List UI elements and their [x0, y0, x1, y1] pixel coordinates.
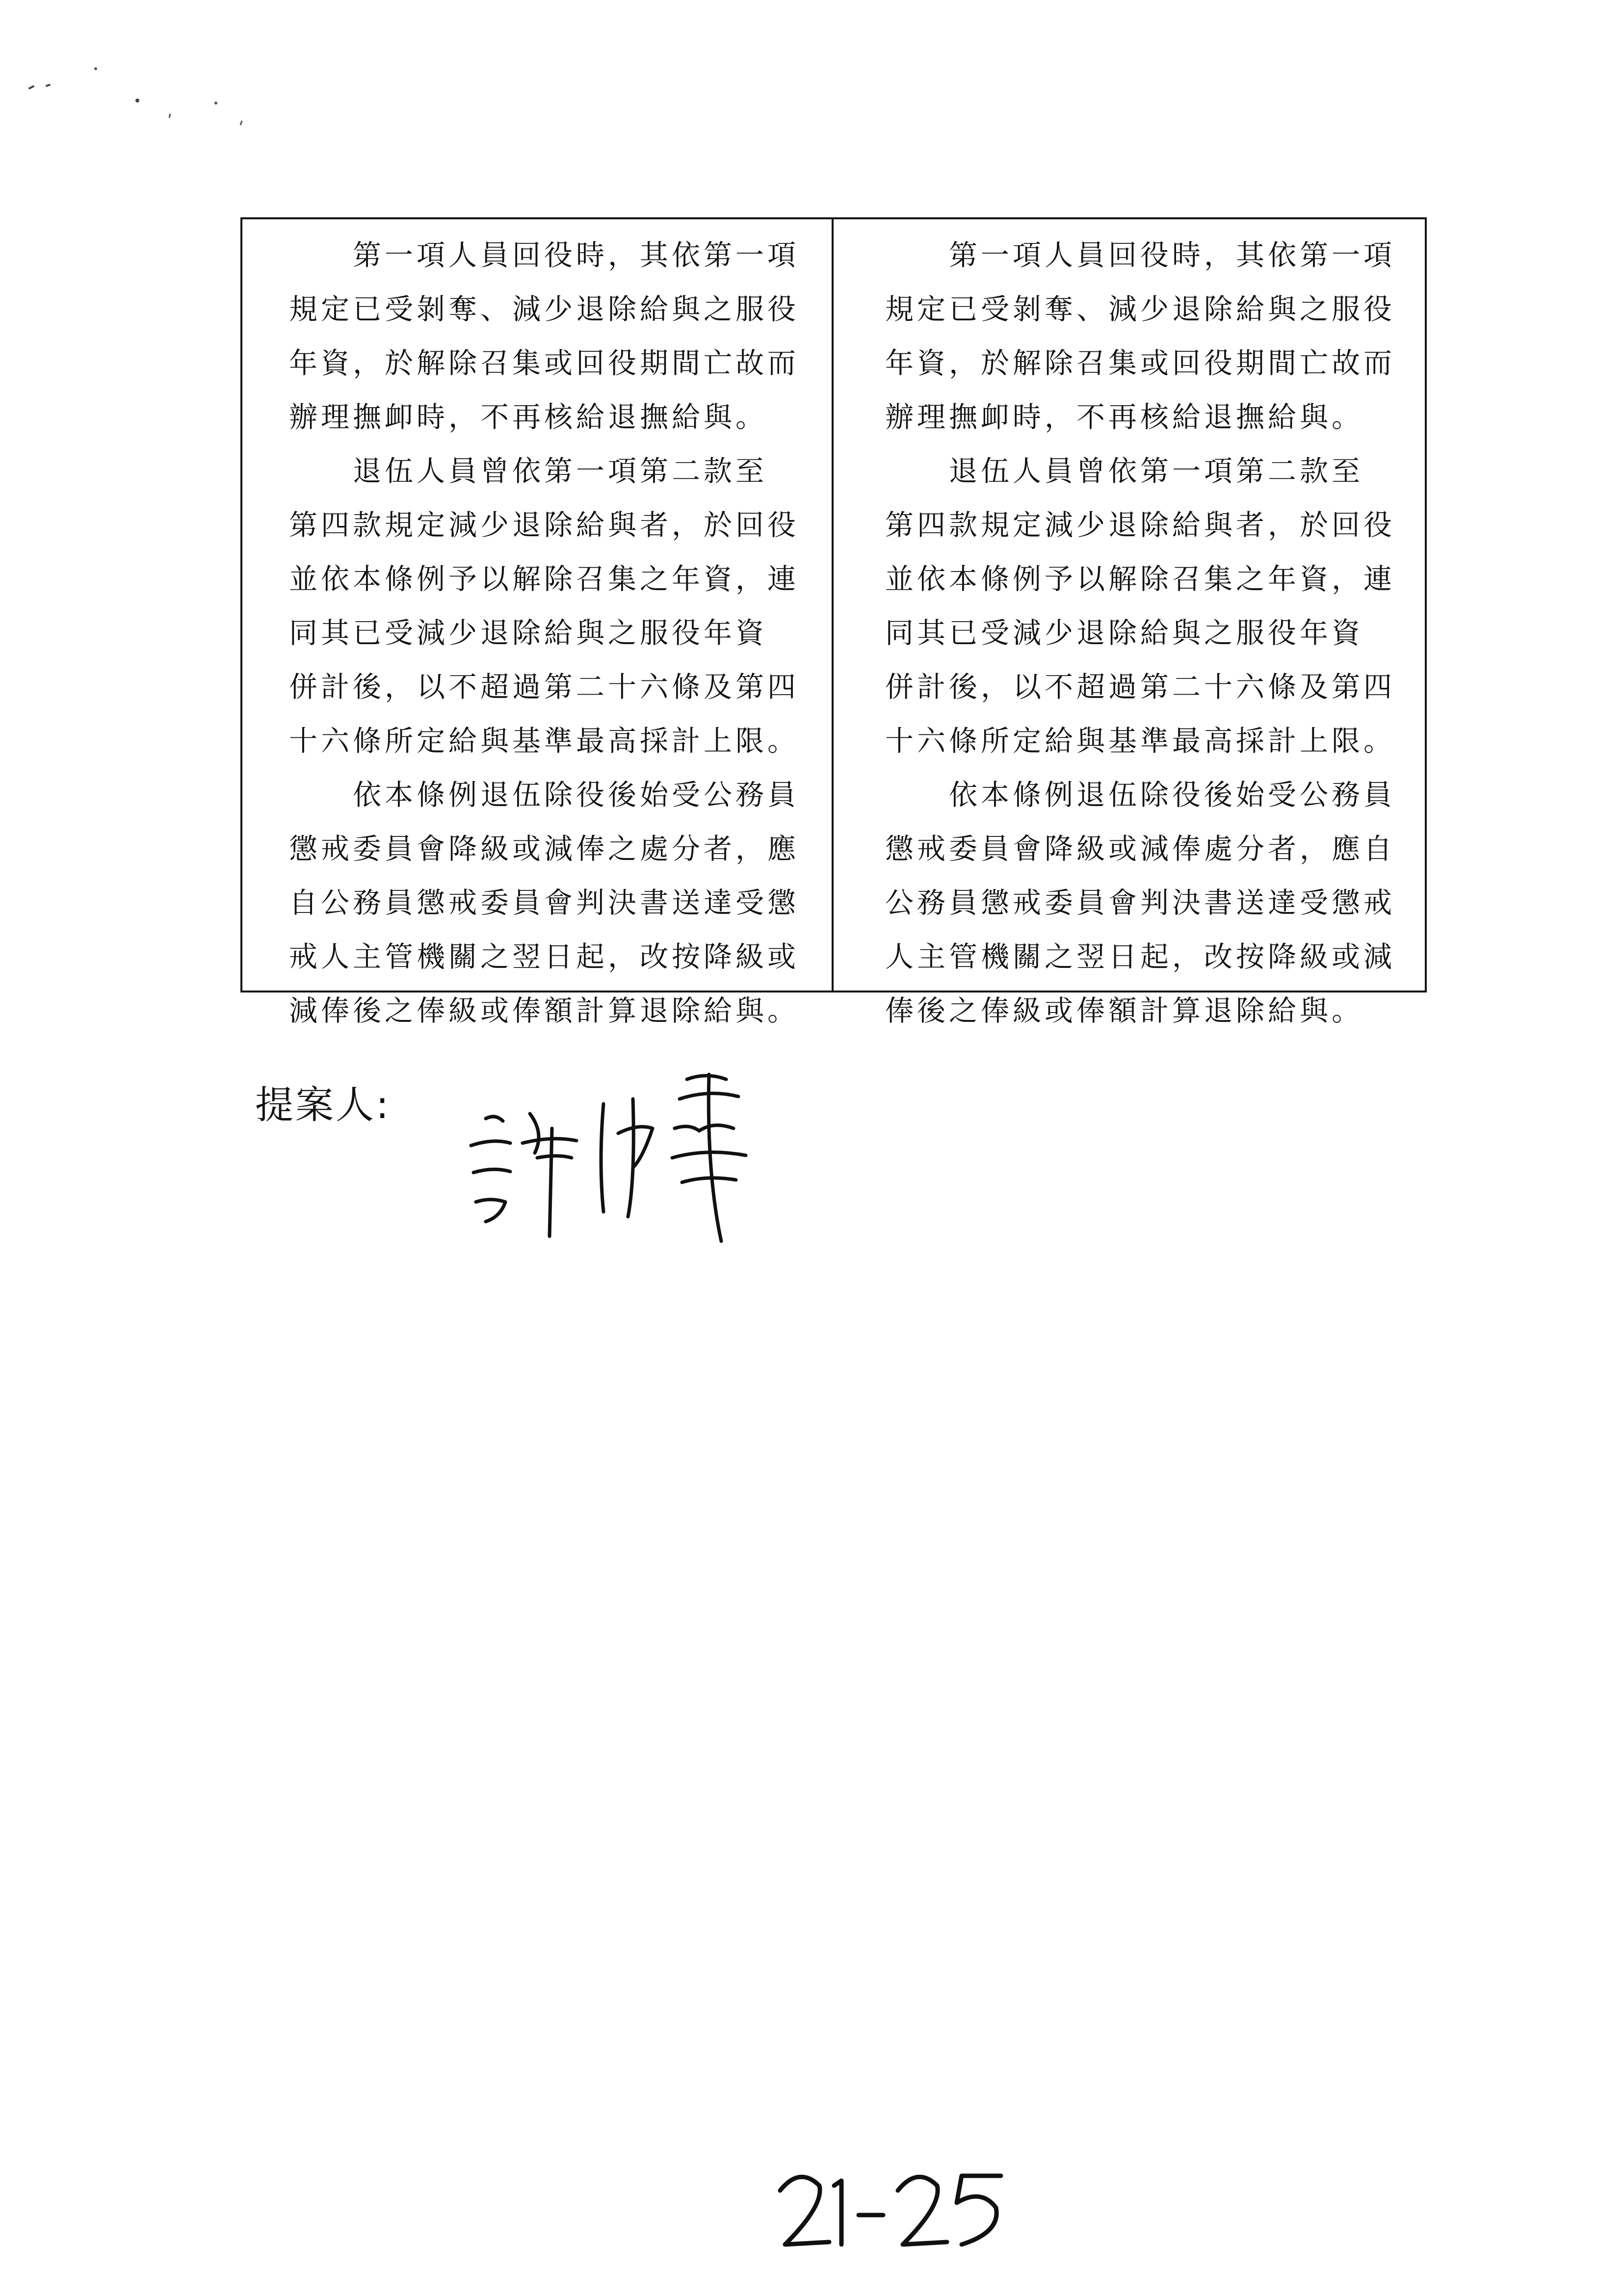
- paragraph-right-1: 第一項人員回役時，其依第一項 規定已受剝奪、減少退除給與之服役 年資，於解除召集或回役期間亡故而 辦理撫卹時，不再核給退撫給與。: [885, 238, 1396, 434]
- proposer-signature: [456, 1060, 770, 1256]
- paragraph-left-2: 退伍人員曾依第一項第二款至 第四款規定減少退除給與者，於回役 並依本條例予以解除召集之年資，連 同其已受減少退除給與之服役年資 併計後，以不超過第二十六條及第四 十六條所定給與基準最高採計上限。: [289, 454, 800, 757]
- amendment-column-right: [834, 219, 1425, 1027]
- paragraph-left-1: 第一項人員回役時，其依第一項 規定已受剝奪、減少退除給與之服役 年資，於解除召集或回役期間亡故而 辦理撫卹時，不再核給退撫給與。: [289, 238, 800, 434]
- paragraph-right-2: 退伍人員曾依第一項第二款至 第四款規定減少退除給與者，於回役 並依本條例予以解除召集之年資，連 同其已受減少退除給與之服役年資 併計後，以不超過第二十六條及第四 十六條所定給與基準最高採計上限。: [885, 454, 1396, 757]
- scan-specks: [0, 0, 294, 147]
- amendment-comparison-table: [240, 217, 1427, 1027]
- paragraph-left-3: 依本條例退伍除役後始受公務員 懲戒委員會降級或減俸之處分者，應 自公務員懲戒委員會判決書送達受懲 戒人主管機關之翌日起，改按降級或 減俸後之俸級或俸額計算退除給與。: [289, 778, 800, 1027]
- page-number-handwritten: [770, 2156, 1016, 2254]
- amendment-column-left: [242, 219, 834, 1027]
- paragraph-right-3: 依本條例退伍除役後始受公務員 懲戒委員會降級或減俸處分者，應自 公務員懲戒委員會判決書送達受懲戒 人主管機關之翌日起，改按降級或減 俸後之俸級或俸額計算退除給與。: [885, 778, 1396, 1027]
- proposer-label: 提案人:: [255, 1083, 391, 1127]
